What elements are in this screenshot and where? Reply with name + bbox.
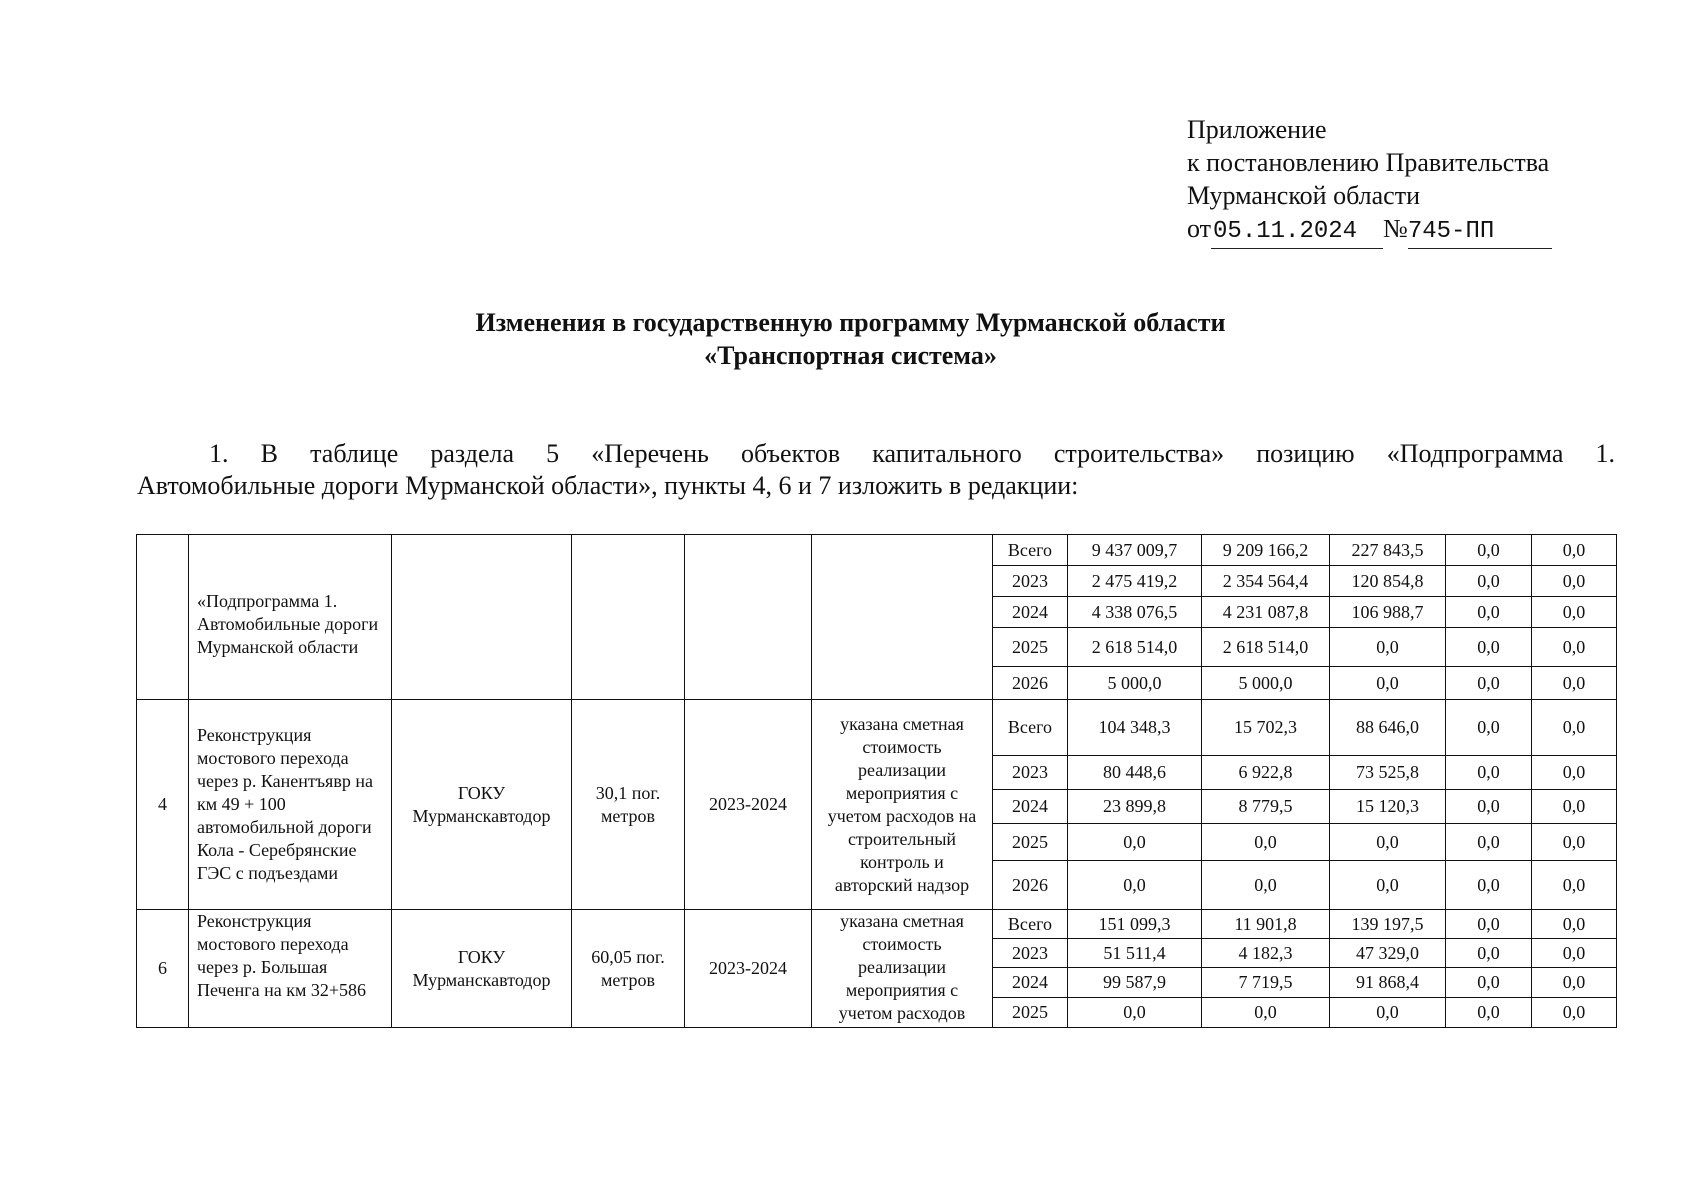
note-cell	[812, 535, 993, 700]
value-cell: 0,0	[1330, 628, 1446, 667]
value-cell: 2 618 514,0	[1068, 628, 1202, 667]
value-cell: 0,0	[1532, 824, 1617, 861]
value-cell: 73 525,8	[1330, 756, 1446, 790]
value-cell: 0,0	[1532, 910, 1617, 939]
period-cell	[685, 535, 812, 700]
value-cell: 0,0	[1446, 628, 1532, 667]
value-cell: 0,0	[1532, 597, 1617, 628]
value-cell: 0,0	[1330, 824, 1446, 861]
value-cell: 0,0	[1446, 939, 1532, 968]
value-cell: 0,0	[1532, 861, 1617, 910]
appendix-block	[1187, 113, 1552, 249]
value-cell: 91 868,4	[1330, 968, 1446, 998]
value-cell: 99 587,9	[1068, 968, 1202, 998]
year-cell: 2023	[993, 756, 1068, 790]
year-cell: Всего	[993, 535, 1068, 566]
item-6-section	[137, 910, 1617, 1028]
value-cell: 227 843,5	[1330, 535, 1446, 566]
value-cell: 5 000,0	[1202, 667, 1330, 700]
item-4-section	[137, 700, 1617, 910]
value-cell: 0,0	[1068, 861, 1202, 910]
value-cell: 0,0	[1446, 597, 1532, 628]
year-cell: 2024	[993, 597, 1068, 628]
value-cell: 11 901,8	[1202, 910, 1330, 939]
year-cell: 2023	[993, 939, 1068, 968]
value-cell: 0,0	[1446, 790, 1532, 824]
value-cell: 15 702,3	[1202, 700, 1330, 756]
capital-objects-table	[136, 534, 1617, 1028]
value-cell: 0,0	[1068, 998, 1202, 1028]
value-cell: 0,0	[1446, 861, 1532, 910]
value-cell: 0,0	[1202, 824, 1330, 861]
year-cell: 2025	[993, 824, 1068, 861]
number-prefix: №	[1383, 214, 1408, 243]
value-cell: 0,0	[1446, 824, 1532, 861]
year-cell: Всего	[993, 910, 1068, 939]
value-cell: 0,0	[1446, 968, 1532, 998]
object-name: Реконструкция мостового перехода через р. Большая Печенга на км 32+586	[189, 910, 392, 1028]
value-cell: 0,0	[1330, 861, 1446, 910]
value-cell: 5 000,0	[1068, 667, 1202, 700]
value-cell: 0,0	[1202, 998, 1330, 1028]
period: 2023-2024	[685, 700, 812, 910]
year-cell: 2025	[993, 628, 1068, 667]
customer-name: ГОКУ Мурманскавтодор	[392, 910, 572, 1028]
value-cell: 4 182,3	[1202, 939, 1330, 968]
value-cell: 2 618 514,0	[1202, 628, 1330, 667]
appendix-line: Приложение	[1187, 115, 1327, 144]
year-cell: 2025	[993, 998, 1068, 1028]
capacity-cell	[572, 535, 685, 700]
value-cell: 4 338 076,5	[1068, 597, 1202, 628]
item-number: 4	[137, 700, 189, 910]
subprogram-name: «Подпрограмма 1. Автомобильные дороги Мурманской области	[189, 535, 392, 700]
year-cell: 2024	[993, 790, 1068, 824]
value-cell: 9 437 009,7	[1068, 535, 1202, 566]
value-cell: 0,0	[1532, 628, 1617, 667]
value-cell: 0,0	[1446, 535, 1532, 566]
value-cell: 6 922,8	[1202, 756, 1330, 790]
customer-cell	[392, 535, 572, 700]
value-cell: 2 354 564,4	[1202, 566, 1330, 597]
value-cell: 106 988,7	[1330, 597, 1446, 628]
value-cell: 0,0	[1532, 667, 1617, 700]
customer-name: ГОКУ Мурманскавтодор	[392, 700, 572, 910]
appendix-line: к постановлению Правительства	[1187, 148, 1550, 177]
title-line: «Транспортная система»	[704, 341, 997, 370]
cost-note: указана сметная стоимость реализации мероприятия с учетом расходов	[812, 910, 993, 1028]
subprogram-section	[137, 535, 1617, 700]
year-cell: Всего	[993, 700, 1068, 756]
paragraph-1	[137, 438, 1615, 502]
value-cell: 0,0	[1532, 998, 1617, 1028]
year-cell: 2026	[993, 667, 1068, 700]
value-cell: 0,0	[1330, 998, 1446, 1028]
value-cell: 4 231 087,8	[1202, 597, 1330, 628]
value-cell: 139 197,5	[1330, 910, 1446, 939]
year-cell: 2024	[993, 968, 1068, 998]
value-cell: 0,0	[1446, 566, 1532, 597]
decree-number: 745-ПП	[1408, 215, 1552, 249]
value-cell: 7 719,5	[1202, 968, 1330, 998]
value-cell: 0,0	[1446, 756, 1532, 790]
decree-date: 05.11.2024	[1211, 215, 1383, 249]
value-cell: 47 329,0	[1330, 939, 1446, 968]
value-cell: 0,0	[1532, 700, 1617, 756]
num-cell	[137, 535, 189, 700]
value-cell: 0,0	[1446, 998, 1532, 1028]
value-cell: 51 511,4	[1068, 939, 1202, 968]
value-cell: 9 209 166,2	[1202, 535, 1330, 566]
value-cell: 0,0	[1446, 667, 1532, 700]
value-cell: 151 099,3	[1068, 910, 1202, 939]
paragraph-line: Автомобильные дороги Мурманской области», пункты 4, 6 и 7 изложить в редакции:	[137, 471, 1079, 500]
value-cell: 0,0	[1532, 756, 1617, 790]
value-cell: 0,0	[1532, 968, 1617, 998]
value-cell: 0,0	[1532, 535, 1617, 566]
object-name: Реконструкция мостового перехода через р. Канентъявр на км 49 + 100 автомобильной дороги Кола - Серебрянские ГЭС с подъездами	[189, 700, 392, 910]
item-number: 6	[137, 910, 189, 1028]
paragraph-line: 1. В таблице раздела 5 «Перечень объектов капитального строительства» позицию «Подпрограмма 1.	[209, 439, 1615, 468]
capacity: 60,05 пог. метров	[572, 910, 685, 1028]
value-cell: 0,0	[1532, 790, 1617, 824]
year-cell: 2023	[993, 566, 1068, 597]
value-cell: 0,0	[1202, 861, 1330, 910]
table-row	[137, 535, 1617, 566]
appendix-date-line	[1187, 212, 1552, 249]
value-cell: 80 448,6	[1068, 756, 1202, 790]
value-cell: 88 646,0	[1330, 700, 1446, 756]
value-cell: 120 854,8	[1330, 566, 1446, 597]
title-line: Изменения в государственную программу Мурманской области	[475, 308, 1226, 337]
value-cell: 23 899,8	[1068, 790, 1202, 824]
period: 2023-2024	[685, 910, 812, 1028]
value-cell: 0,0	[1068, 824, 1202, 861]
year-cell: 2026	[993, 861, 1068, 910]
value-cell: 8 779,5	[1202, 790, 1330, 824]
value-cell: 0,0	[1532, 939, 1617, 968]
value-cell: 2 475 419,2	[1068, 566, 1202, 597]
value-cell: 104 348,3	[1068, 700, 1202, 756]
value-cell: 0,0	[1330, 667, 1446, 700]
cost-note: указана сметная стоимость реализации мероприятия с учетом расходов на строительный контроль и авторский надзор	[812, 700, 993, 910]
value-cell: 15 120,3	[1330, 790, 1446, 824]
value-cell: 0,0	[1532, 566, 1617, 597]
appendix-line: Мурманской области	[1187, 181, 1420, 210]
value-cell: 0,0	[1446, 910, 1532, 939]
value-cell: 0,0	[1446, 700, 1532, 756]
capacity: 30,1 пог. метров	[572, 700, 685, 910]
table-row	[137, 700, 1617, 756]
table-row	[137, 910, 1617, 939]
date-prefix: от	[1187, 214, 1212, 243]
document-title	[0, 306, 1701, 372]
